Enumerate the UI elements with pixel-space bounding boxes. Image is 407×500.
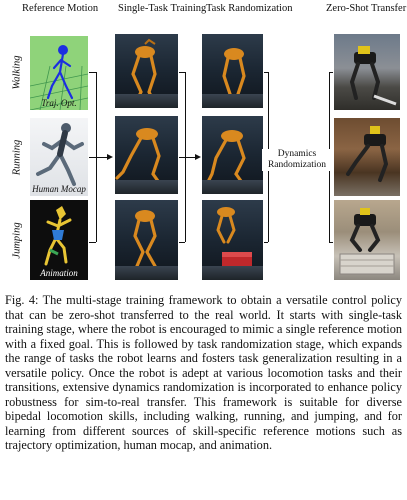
walking-connector [89, 72, 96, 73]
task-randomization-tile-jumping [202, 200, 263, 280]
task-randomization-tile-walking [202, 34, 263, 108]
reference-tile-human-mocap [30, 118, 88, 196]
row-label-running: Running [11, 139, 23, 175]
header-single-task-training: Single-Task Training [118, 3, 207, 14]
arrow-to-task-randomization-head [195, 154, 201, 160]
single-task-tile-walking [115, 34, 178, 108]
arrow-to-single-task-head [107, 154, 113, 160]
robot-jumping-illustration [115, 200, 178, 280]
real-robot-jumping-illustration [334, 200, 400, 280]
row-label-walking: Walking [11, 54, 23, 90]
robot-running-randomized-illustration [202, 116, 263, 194]
reference-tile-animation [30, 200, 88, 280]
zero-shot-photo-jumping [334, 200, 400, 280]
task-randomization-tile-running [202, 116, 263, 194]
header-task-randomization: Task Randomization [206, 3, 293, 14]
zero-shot-jumping-connector [329, 242, 333, 243]
task-rand-walking-connector [264, 72, 268, 73]
figure-caption: Fig. 4: The multi-stage training framework to obtain a versatile control policy that can be zero-shot transferred to the real world. It starts with single-task training stage, where the robot is encouraged to mimic a single reference motion with a fixed goal. This is followed by task randomization stage, which expands the range of tasks the robot learns and fosters task generalization resulting in a versatile policy. Once the robot is adept at various locomotion tasks and their transitions, extensive dynamics randomization is incorporated to enhance policy robustness for sim-to-real transfer. This framework is suitable for diverse bipedal locomotion skills, including walking, running, and jumping, and for learning from different sources of skill-specific reference motions such as trajectory optimization, human mocap, and animation. [5, 293, 402, 452]
reference-tag-animation: Animation [40, 268, 78, 278]
jumping-connector [89, 242, 96, 243]
robot-walking-illustration [115, 34, 178, 108]
reference-tag-traj-opt: Traj. Opt. [41, 98, 77, 108]
robot-walking-randomized-illustration [202, 34, 263, 108]
running-connector [89, 157, 96, 158]
robot-running-illustration [115, 116, 178, 194]
reference-tile-traj-opt [30, 36, 88, 110]
row-label-jumping: Jumping [11, 221, 23, 259]
zero-shot-walking-connector [329, 72, 333, 73]
real-robot-running-illustration [334, 118, 400, 196]
reference-tag-human-mocap: Human Mocap [32, 184, 86, 194]
zero-shot-photo-walking [334, 34, 400, 110]
real-robot-walking-illustration [334, 34, 400, 110]
header-reference-motion: Reference Motion [22, 3, 99, 14]
dynamics-randomization-label: Dynamics Randomization [262, 149, 332, 171]
zero-shot-photo-running [334, 118, 400, 196]
single-task-walking-connector [179, 72, 185, 73]
single-task-tile-running [115, 116, 178, 194]
task-rand-jumping-connector [264, 242, 268, 243]
single-task-jumping-connector [179, 242, 185, 243]
robot-jumping-box-illustration [202, 200, 263, 280]
header-zero-shot-transfer: Zero-Shot Transfer [326, 3, 407, 14]
single-task-tile-jumping [115, 200, 178, 280]
